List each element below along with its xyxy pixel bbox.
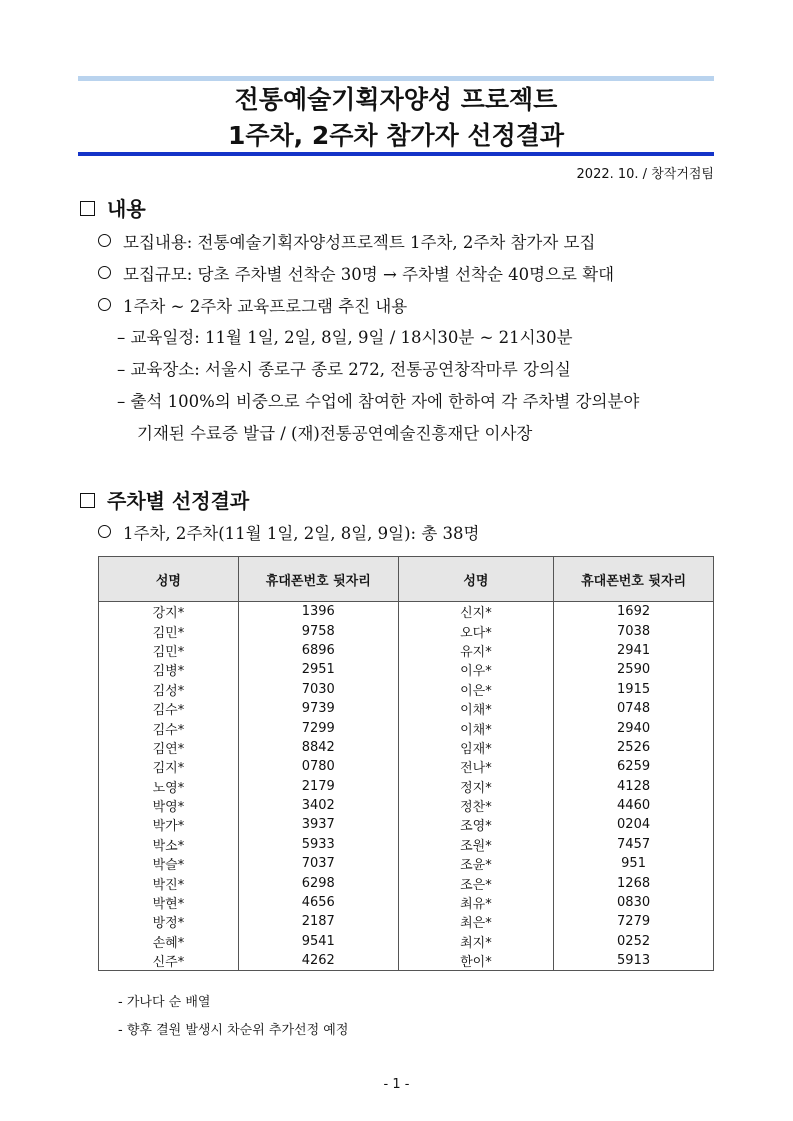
table-row — [99, 815, 714, 834]
cell-name: 김병* — [99, 660, 239, 679]
table-row — [99, 660, 714, 679]
cell-phone: 2941 — [554, 641, 714, 660]
table-row — [99, 621, 714, 640]
content-item-1: 모집내용: 전통예술기획자양성프로젝트 1주차, 2주차 참가자 모집 — [98, 229, 595, 253]
cell-phone: 0252 — [554, 932, 714, 951]
cell-name: 전나* — [398, 757, 553, 776]
cell-name: 박가* — [99, 815, 239, 834]
cell-name: 방정* — [99, 912, 239, 931]
content-subitem-continuation: 기재된 수료증 발급 / (재)전통공연예술진흥재단 이사장 — [137, 424, 533, 443]
cell-name: 이채* — [398, 699, 553, 718]
cell-name: 박슬* — [99, 854, 239, 873]
cell-name: 신주* — [99, 951, 239, 971]
cell-phone: 2179 — [238, 777, 398, 796]
cell-phone: 1396 — [238, 602, 398, 622]
cell-name: 박현* — [99, 893, 239, 912]
table-body — [99, 602, 714, 971]
cell-phone: 7279 — [554, 912, 714, 931]
table-row — [99, 699, 714, 718]
table-row — [99, 757, 714, 776]
header-name-2: 성명 — [398, 557, 553, 602]
cell-phone: 2940 — [554, 718, 714, 737]
cell-name: 박진* — [99, 873, 239, 892]
date-team: 2022. 10. / 창작거점팀 — [576, 167, 714, 182]
content-item-3: 1주차 ~ 2주차 교육프로그램 추진 내용 — [98, 293, 407, 317]
cell-name: 오다* — [398, 621, 553, 640]
cell-name: 김민* — [99, 641, 239, 660]
table-row — [99, 893, 714, 912]
table-row — [99, 932, 714, 951]
cell-phone: 7299 — [238, 718, 398, 737]
cell-phone: 1915 — [554, 680, 714, 699]
cell-phone: 0780 — [238, 757, 398, 776]
table-row — [99, 680, 714, 699]
table-row — [99, 854, 714, 873]
cell-name: 최지* — [398, 932, 553, 951]
table-row — [99, 796, 714, 815]
table-row — [99, 777, 714, 796]
title-line-1: 전통예술기획자양성 프로젝트 — [234, 85, 558, 114]
cell-name: 정지* — [398, 777, 553, 796]
header-phone-1: 휴대폰번호 뒷자리 — [238, 557, 398, 602]
cell-name: 박영* — [99, 796, 239, 815]
cell-name: 최유* — [398, 893, 553, 912]
cell-phone: 9541 — [238, 932, 398, 951]
cell-phone: 1692 — [554, 602, 714, 622]
circle-bullet-icon — [98, 234, 111, 247]
cell-name: 손혜* — [99, 932, 239, 951]
cell-phone: 4128 — [554, 777, 714, 796]
table-row — [99, 718, 714, 737]
circle-bullet-icon — [98, 266, 111, 279]
circle-bullet-icon — [98, 298, 111, 311]
cell-name: 조영* — [398, 815, 553, 834]
cell-name: 강지* — [99, 602, 239, 622]
cell-phone: 7457 — [554, 835, 714, 854]
page-number: - 1 - — [383, 1077, 410, 1092]
table-header-row — [99, 557, 714, 602]
note-order: - 가나다 순 배열 — [118, 995, 211, 1010]
cell-name: 김성* — [99, 680, 239, 699]
cell-phone: 7037 — [238, 854, 398, 873]
cell-name: 한이* — [398, 951, 553, 971]
table-row — [99, 738, 714, 757]
content-subitem-location: – 교육장소: 서울시 종로구 종로 272, 전통공연창작마루 강의실 — [117, 360, 571, 379]
cell-name: 김수* — [99, 699, 239, 718]
cell-name: 김연* — [99, 738, 239, 757]
cell-phone: 3402 — [238, 796, 398, 815]
cell-phone: 4656 — [238, 893, 398, 912]
cell-name: 최은* — [398, 912, 553, 931]
table-row — [99, 873, 714, 892]
cell-name: 조은* — [398, 873, 553, 892]
table-row — [99, 602, 714, 622]
cell-phone: 2951 — [238, 660, 398, 679]
cell-name: 노영* — [99, 777, 239, 796]
cell-phone: 8842 — [238, 738, 398, 757]
cell-name: 김민* — [99, 621, 239, 640]
cell-phone: 1268 — [554, 873, 714, 892]
cell-phone: 6896 — [238, 641, 398, 660]
cell-name: 정찬* — [398, 796, 553, 815]
header-name-1: 성명 — [99, 557, 239, 602]
title-bottom-rule — [78, 152, 714, 156]
cell-name: 조윤* — [398, 854, 553, 873]
table-row — [99, 641, 714, 660]
cell-phone: 3937 — [238, 815, 398, 834]
section-heading-results: 주차별 선정결과 — [80, 485, 249, 514]
content-item-2: 모집규모: 당초 주차별 선착순 30명 → 주차별 선착순 40명으로 확대 — [98, 261, 614, 285]
cell-name: 이은* — [398, 680, 553, 699]
cell-phone: 4460 — [554, 796, 714, 815]
cell-name: 신지* — [398, 602, 553, 622]
cell-phone: 5933 — [238, 835, 398, 854]
cell-name: 김지* — [99, 757, 239, 776]
cell-phone: 2590 — [554, 660, 714, 679]
cell-name: 임재* — [398, 738, 553, 757]
cell-name: 김수* — [99, 718, 239, 737]
results-summary: 1주차, 2주차(11월 1일, 2일, 8일, 9일): 총 38명 — [98, 520, 479, 544]
cell-name: 이채* — [398, 718, 553, 737]
note-replacement: - 향후 결원 발생시 차순위 추가선정 예정 — [118, 1023, 349, 1038]
content-subitem-certificate: – 출석 100%의 비중으로 수업에 참여한 자에 한하여 각 주차별 강의분야 — [117, 392, 640, 411]
cell-phone: 5913 — [554, 951, 714, 971]
cell-phone: 9758 — [238, 621, 398, 640]
circle-bullet-icon — [98, 525, 111, 538]
title-top-rule — [78, 76, 714, 81]
cell-phone: 6298 — [238, 873, 398, 892]
checkbox-square-icon — [80, 201, 95, 216]
cell-phone: 2526 — [554, 738, 714, 757]
header-phone-2: 휴대폰번호 뒷자리 — [554, 557, 714, 602]
checkbox-square-icon — [80, 493, 95, 508]
table-row — [99, 951, 714, 971]
cell-phone: 0830 — [554, 893, 714, 912]
cell-phone: 7030 — [238, 680, 398, 699]
cell-name: 유지* — [398, 641, 553, 660]
cell-phone: 951 — [554, 854, 714, 873]
section-heading-content: 내용 — [80, 193, 146, 222]
cell-phone: 7038 — [554, 621, 714, 640]
table-row — [99, 835, 714, 854]
title-line-2: 1주차, 2주차 참가자 선정결과 — [227, 121, 565, 150]
cell-name: 이우* — [398, 660, 553, 679]
cell-phone: 6259 — [554, 757, 714, 776]
cell-phone: 9739 — [238, 699, 398, 718]
cell-phone: 2187 — [238, 912, 398, 931]
cell-phone: 0748 — [554, 699, 714, 718]
participants-table — [98, 556, 714, 971]
cell-phone: 0204 — [554, 815, 714, 834]
content-subitem-schedule: – 교육일정: 11월 1일, 2일, 8일, 9일 / 18시30분 ~ 21시30분 — [117, 328, 573, 347]
cell-name: 조원* — [398, 835, 553, 854]
table-row — [99, 912, 714, 931]
cell-name: 박소* — [99, 835, 239, 854]
cell-phone: 4262 — [238, 951, 398, 971]
page-title — [78, 82, 714, 154]
